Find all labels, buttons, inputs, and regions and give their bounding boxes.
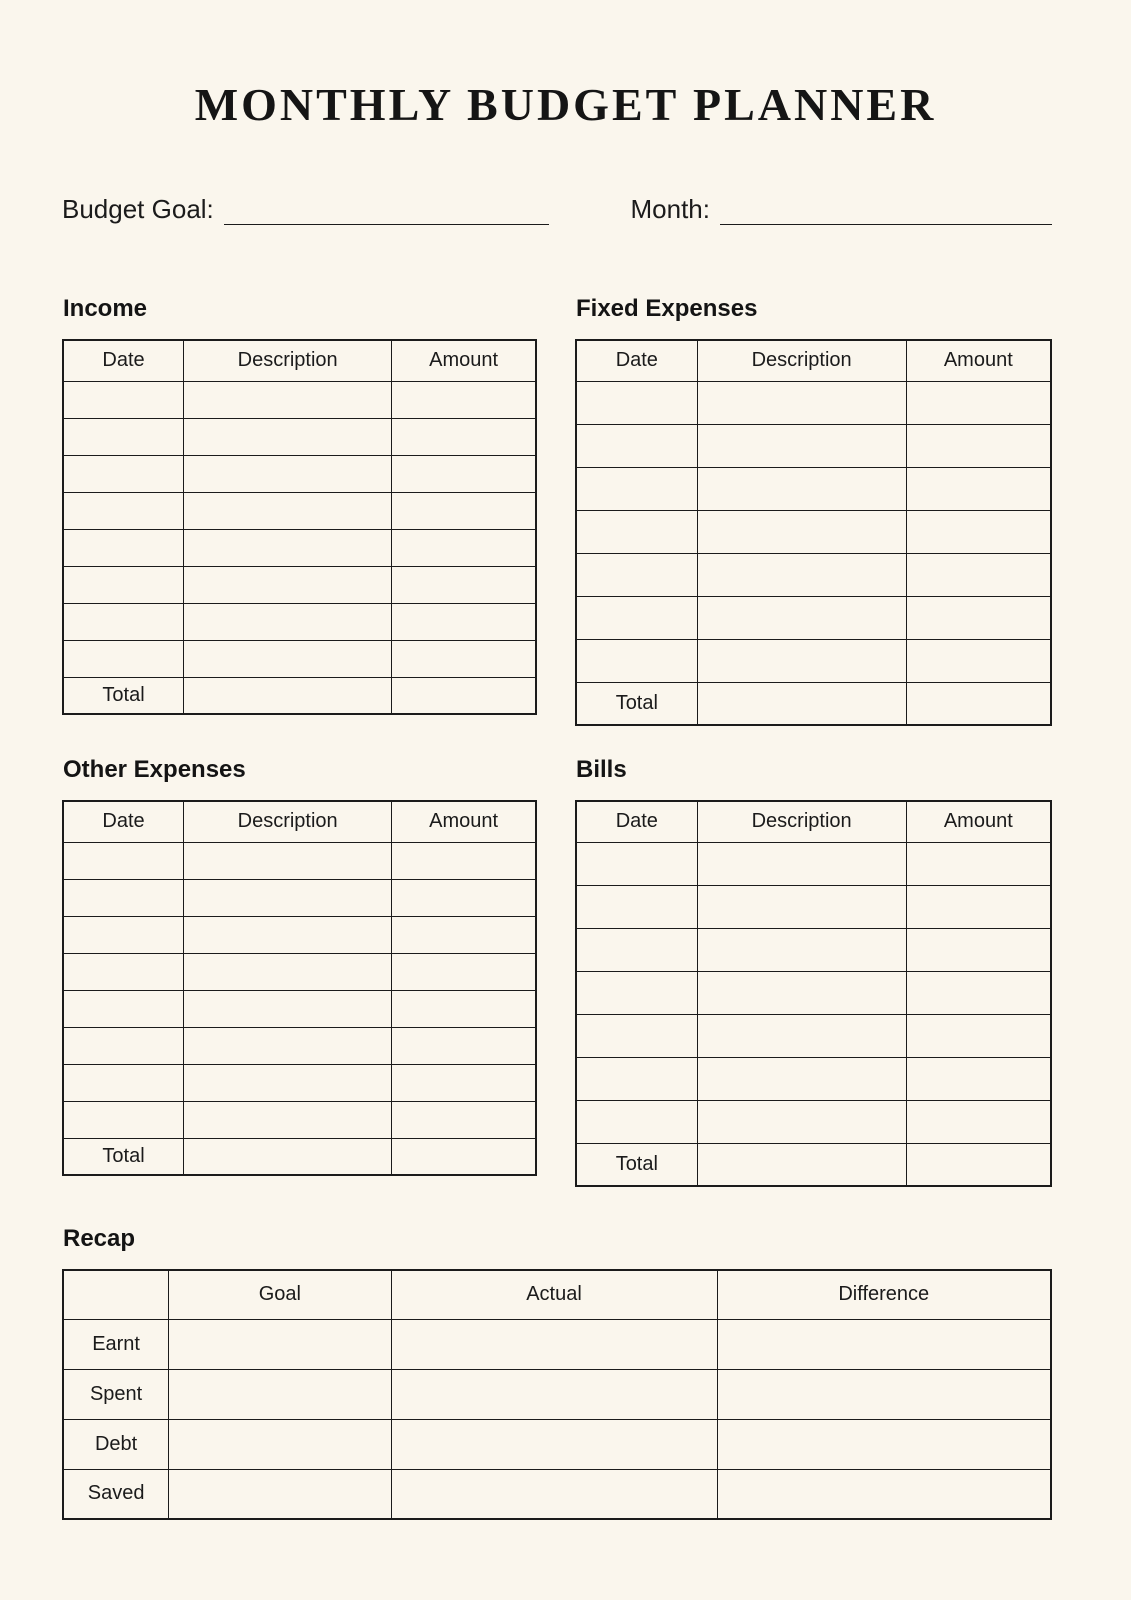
income-amount-cell[interactable]: [392, 603, 536, 640]
other-expenses-section-title: Other Expenses: [63, 756, 246, 783]
bills-description-cell[interactable]: [697, 1057, 906, 1100]
other-expenses-amount-cell[interactable]: [392, 953, 536, 990]
income-description-cell[interactable]: [184, 455, 392, 492]
other-expenses-description-cell[interactable]: [184, 1027, 392, 1064]
other-expenses-date-cell[interactable]: [63, 990, 184, 1027]
fixed-expenses-date-cell[interactable]: [576, 596, 697, 639]
entry-row: [63, 1101, 536, 1138]
other-expenses-date-cell[interactable]: [63, 879, 184, 916]
bills-description-cell[interactable]: [697, 1100, 906, 1143]
fixed-expenses-total-value-cell[interactable]: [906, 682, 1051, 725]
fixed-expenses-date-cell[interactable]: [576, 553, 697, 596]
fixed-expenses-table: [575, 339, 1052, 726]
total-row: [63, 1138, 536, 1175]
recap-difference-cell[interactable]: [717, 1469, 1051, 1519]
entry-row: [576, 596, 1051, 639]
other-expenses-date-cell[interactable]: [63, 953, 184, 990]
bills-date-cell[interactable]: [576, 1057, 697, 1100]
column-header-description: Description: [184, 801, 392, 842]
other-expenses-date-cell[interactable]: [63, 1064, 184, 1101]
income-description-cell[interactable]: [184, 603, 392, 640]
entry-row: [576, 885, 1051, 928]
recap-actual-cell[interactable]: [391, 1319, 717, 1369]
income-date-cell[interactable]: [63, 603, 184, 640]
column-header-date: Date: [63, 340, 184, 381]
bills-total-value-cell[interactable]: [697, 1143, 906, 1186]
column-header-amount: Amount: [392, 801, 536, 842]
bills-date-cell[interactable]: [576, 971, 697, 1014]
fixed-expenses-description-cell[interactable]: [697, 467, 906, 510]
entry-row: [576, 971, 1051, 1014]
fixed-expenses-date-cell[interactable]: [576, 381, 697, 424]
recap-row-label-saved: Saved: [63, 1469, 169, 1519]
fixed-expenses-description-cell[interactable]: [697, 381, 906, 424]
income-table: [62, 339, 537, 715]
income-amount-cell[interactable]: [392, 529, 536, 566]
fixed-expenses-description-cell[interactable]: [697, 553, 906, 596]
month-field: [631, 193, 1053, 225]
recap-table: [62, 1269, 1052, 1520]
entry-row: [576, 510, 1051, 553]
income-date-cell[interactable]: [63, 418, 184, 455]
entry-row: [63, 1064, 536, 1101]
recap-header-row: [63, 1270, 1051, 1319]
entry-row: [576, 928, 1051, 971]
recap-column-header-actual: Actual: [391, 1270, 717, 1319]
bills-date-cell[interactable]: [576, 885, 697, 928]
income-description-cell[interactable]: [184, 529, 392, 566]
bills-amount-cell[interactable]: [906, 842, 1051, 885]
bills-amount-cell[interactable]: [906, 1057, 1051, 1100]
column-header-amount: Amount: [392, 340, 536, 381]
bills-description-cell[interactable]: [697, 971, 906, 1014]
fixed-expenses-amount-cell[interactable]: [906, 424, 1051, 467]
recap-row: [63, 1419, 1051, 1469]
income-date-cell[interactable]: [63, 640, 184, 677]
entry-row: [63, 455, 536, 492]
income-description-cell[interactable]: [184, 492, 392, 529]
bills-date-cell[interactable]: [576, 928, 697, 971]
other-expenses-date-cell[interactable]: [63, 1027, 184, 1064]
entry-row: [63, 529, 536, 566]
fixed-expenses-amount-cell[interactable]: [906, 596, 1051, 639]
fixed-expenses-amount-cell[interactable]: [906, 639, 1051, 682]
fixed-expenses-date-cell[interactable]: [576, 467, 697, 510]
entry-row: [576, 1100, 1051, 1143]
other-expenses-date-cell[interactable]: [63, 842, 184, 879]
income-total-value-cell[interactable]: [184, 677, 392, 714]
header-row: [576, 801, 1051, 842]
fixed-expenses-total-label: Total: [576, 682, 697, 725]
entry-row: [576, 1057, 1051, 1100]
bills-amount-cell[interactable]: [906, 928, 1051, 971]
bills-amount-cell[interactable]: [906, 971, 1051, 1014]
column-header-amount: Amount: [906, 801, 1051, 842]
entry-row: [63, 640, 536, 677]
recap-difference-cell[interactable]: [717, 1369, 1051, 1419]
other-expenses-table: [62, 800, 537, 1176]
income-amount-cell[interactable]: [392, 381, 536, 418]
header-fields-row: [62, 193, 1052, 225]
income-date-cell[interactable]: [63, 529, 184, 566]
bills-section-title: Bills: [576, 756, 627, 783]
income-amount-cell[interactable]: [392, 640, 536, 677]
entry-row: [576, 842, 1051, 885]
fixed-expenses-amount-cell[interactable]: [906, 381, 1051, 424]
income-date-cell[interactable]: [63, 566, 184, 603]
income-description-cell[interactable]: [184, 418, 392, 455]
bills-total-value-cell[interactable]: [906, 1143, 1051, 1186]
income-amount-cell[interactable]: [392, 492, 536, 529]
income-date-cell[interactable]: [63, 455, 184, 492]
page-title: MONTHLY BUDGET PLANNER: [194, 79, 937, 130]
entry-row: [576, 639, 1051, 682]
fixed-expenses-date-cell[interactable]: [576, 424, 697, 467]
entry-row: [63, 879, 536, 916]
other-expenses-amount-cell[interactable]: [392, 916, 536, 953]
income-section: [62, 295, 537, 726]
income-description-cell[interactable]: [184, 381, 392, 418]
header-row: [63, 340, 536, 381]
entry-row: [576, 1014, 1051, 1057]
budget-goal-field: [62, 193, 549, 225]
header-row: [63, 801, 536, 842]
income-date-cell[interactable]: [63, 492, 184, 529]
other-expenses-total-value-cell[interactable]: [392, 1138, 536, 1175]
entry-row: [63, 1027, 536, 1064]
total-row: [576, 682, 1051, 725]
income-section-title: Income: [63, 295, 148, 322]
recap-corner-cell: [63, 1270, 169, 1319]
income-amount-cell[interactable]: [392, 418, 536, 455]
income-amount-cell[interactable]: [392, 455, 536, 492]
other-expenses-date-cell[interactable]: [63, 916, 184, 953]
bills-amount-cell[interactable]: [906, 1100, 1051, 1143]
recap-goal-cell[interactable]: [169, 1319, 391, 1369]
bills-amount-cell[interactable]: [906, 885, 1051, 928]
fixed-expenses-date-cell[interactable]: [576, 510, 697, 553]
bills-description-cell[interactable]: [697, 842, 906, 885]
recap-row: [63, 1319, 1051, 1369]
entry-row: [576, 381, 1051, 424]
column-header-date: Date: [63, 801, 184, 842]
recap-section: [62, 1225, 1052, 1520]
fixed-expenses-date-cell[interactable]: [576, 639, 697, 682]
recap-section-title: Recap: [63, 1225, 136, 1252]
entry-row: [63, 990, 536, 1027]
entry-row: [576, 553, 1051, 596]
other-expenses-amount-cell[interactable]: [392, 842, 536, 879]
recap-goal-cell[interactable]: [169, 1369, 391, 1419]
income-amount-cell[interactable]: [392, 566, 536, 603]
other-expenses-description-cell[interactable]: [184, 879, 392, 916]
column-header-description: Description: [697, 340, 906, 381]
income-date-cell[interactable]: [63, 381, 184, 418]
recap-actual-cell[interactable]: [391, 1469, 717, 1519]
total-row: [576, 1143, 1051, 1186]
recap-column-header-goal: Goal: [169, 1270, 391, 1319]
column-header-date: Date: [576, 340, 697, 381]
entry-row: [63, 953, 536, 990]
total-row: [63, 677, 536, 714]
other-expenses-description-cell[interactable]: [184, 842, 392, 879]
recap-actual-cell[interactable]: [391, 1369, 717, 1419]
entry-row: [63, 603, 536, 640]
other-expenses-description-cell[interactable]: [184, 990, 392, 1027]
tables-grid: [62, 295, 1052, 1187]
other-expenses-amount-cell[interactable]: [392, 879, 536, 916]
entry-row: [63, 418, 536, 455]
bills-description-cell[interactable]: [697, 1014, 906, 1057]
bills-date-cell[interactable]: [576, 1100, 697, 1143]
header-row: [576, 340, 1051, 381]
other-expenses-total-label: Total: [63, 1138, 184, 1175]
income-total-label: Total: [63, 677, 184, 714]
bills-date-cell[interactable]: [576, 1014, 697, 1057]
recap-column-header-difference: Difference: [717, 1270, 1051, 1319]
recap-actual-cell[interactable]: [391, 1419, 717, 1469]
recap-row-label-spent: Spent: [63, 1369, 169, 1419]
budget-goal-label: Budget Goal:: [62, 193, 214, 224]
other-expenses-amount-cell[interactable]: [392, 1064, 536, 1101]
bills-date-cell[interactable]: [576, 842, 697, 885]
entry-row: [63, 566, 536, 603]
entry-row: [576, 467, 1051, 510]
other-expenses-description-cell[interactable]: [184, 1064, 392, 1101]
column-header-amount: Amount: [906, 340, 1051, 381]
fixed-expenses-amount-cell[interactable]: [906, 553, 1051, 596]
recap-row-label-earnt: Earnt: [63, 1319, 169, 1369]
entry-row: [63, 916, 536, 953]
month-input-line[interactable]: [720, 193, 1052, 225]
bills-total-label: Total: [576, 1143, 697, 1186]
fixed-expenses-description-cell[interactable]: [697, 424, 906, 467]
bills-section: [575, 756, 1052, 1187]
other-expenses-description-cell[interactable]: [184, 953, 392, 990]
other-expenses-total-value-cell[interactable]: [184, 1138, 392, 1175]
budget-goal-input-line[interactable]: [224, 193, 549, 225]
entry-row: [63, 492, 536, 529]
recap-goal-cell[interactable]: [169, 1469, 391, 1519]
fixed-expenses-description-cell[interactable]: [697, 596, 906, 639]
recap-row-label-debt: Debt: [63, 1419, 169, 1469]
other-expenses-amount-cell[interactable]: [392, 990, 536, 1027]
recap-difference-cell[interactable]: [717, 1319, 1051, 1369]
recap-row: [63, 1369, 1051, 1419]
fixed-expenses-description-cell[interactable]: [697, 510, 906, 553]
income-description-cell[interactable]: [184, 566, 392, 603]
entry-row: [576, 424, 1051, 467]
column-header-description: Description: [184, 340, 392, 381]
other-expenses-section: [62, 756, 537, 1187]
bills-table: [575, 800, 1052, 1187]
entry-row: [63, 842, 536, 879]
recap-row: [63, 1469, 1051, 1519]
fixed-expenses-amount-cell[interactable]: [906, 467, 1051, 510]
column-header-description: Description: [697, 801, 906, 842]
month-label: Month:: [630, 193, 710, 224]
recap-difference-cell[interactable]: [717, 1419, 1051, 1469]
fixed-expenses-total-value-cell[interactable]: [697, 682, 906, 725]
bills-amount-cell[interactable]: [906, 1014, 1051, 1057]
other-expenses-description-cell[interactable]: [184, 916, 392, 953]
column-header-date: Date: [576, 801, 697, 842]
fixed-expenses-section-title: Fixed Expenses: [576, 295, 758, 322]
income-description-cell[interactable]: [184, 640, 392, 677]
fixed-expenses-section: [575, 295, 1052, 726]
other-expenses-amount-cell[interactable]: [392, 1027, 536, 1064]
entry-row: [63, 381, 536, 418]
fixed-expenses-amount-cell[interactable]: [906, 510, 1051, 553]
other-expenses-date-cell[interactable]: [63, 1101, 184, 1138]
bills-description-cell[interactable]: [697, 928, 906, 971]
recap-goal-cell[interactable]: [169, 1419, 391, 1469]
income-total-value-cell[interactable]: [392, 677, 536, 714]
other-expenses-description-cell[interactable]: [184, 1101, 392, 1138]
bills-description-cell[interactable]: [697, 885, 906, 928]
other-expenses-amount-cell[interactable]: [392, 1101, 536, 1138]
fixed-expenses-description-cell[interactable]: [697, 639, 906, 682]
